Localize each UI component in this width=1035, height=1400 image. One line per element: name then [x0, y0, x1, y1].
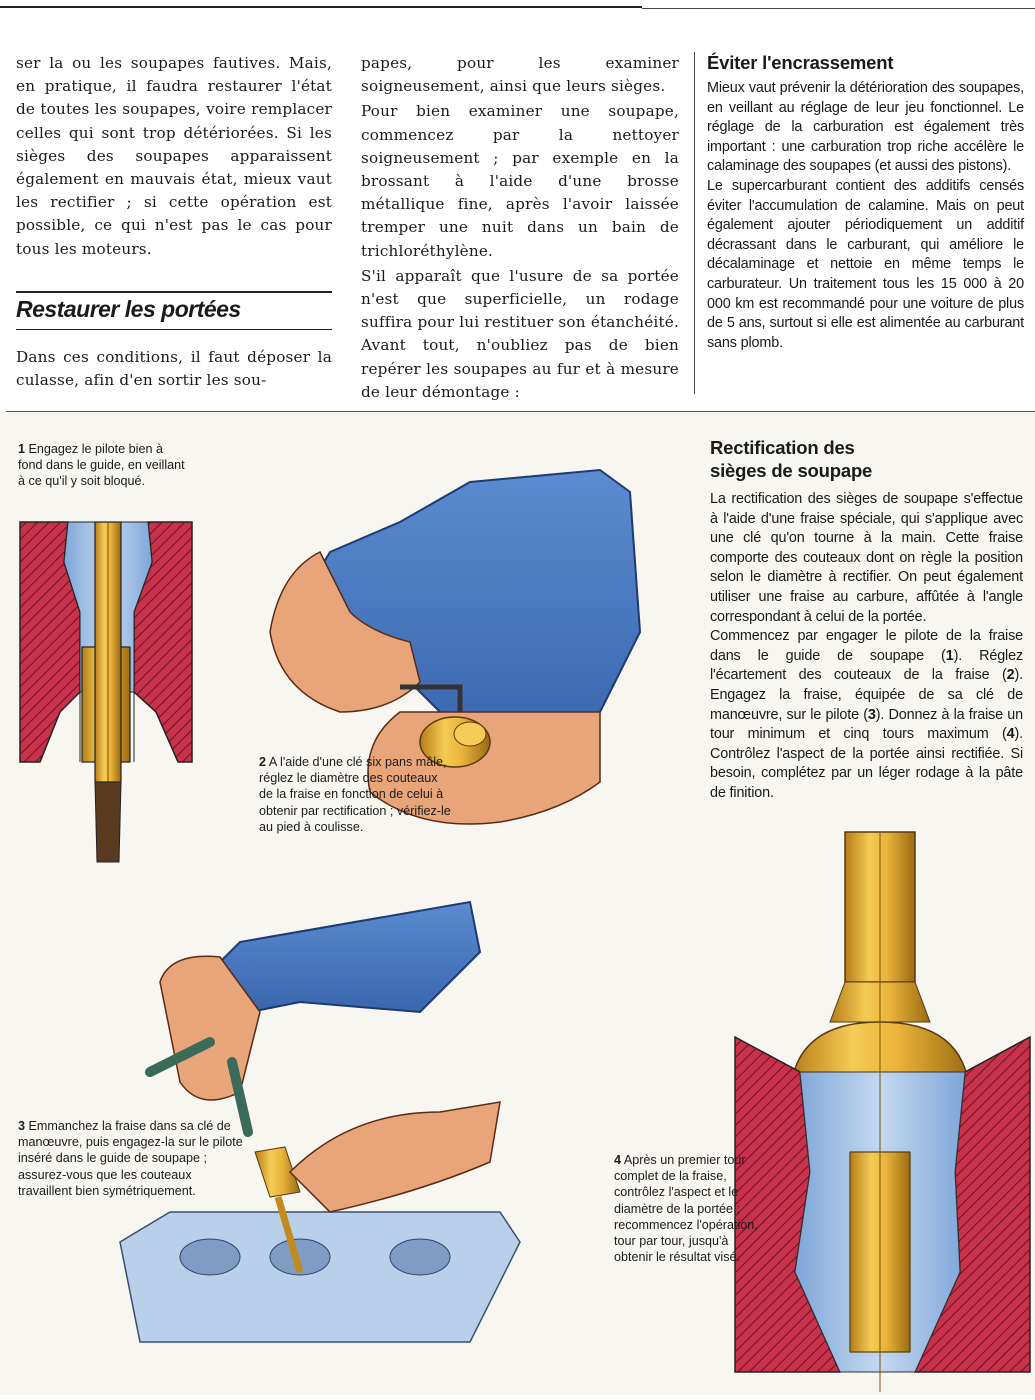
caption-3-number: 3	[18, 1119, 26, 1133]
column-2-paragraph-2: Pour bien examiner une soupape, commencez par la nettoyer soigneusement ; par exemple en la brossant à l'aide d'une brosse métallique fine, après l'avoir laissée tremper une nuit dans un bain de trichloréthylène.	[361, 102, 679, 260]
column-1-paragraph-2: Dans ces conditions, il faut déposer la culasse, afin d'en sortir les sou-	[16, 348, 332, 390]
caption-2	[259, 754, 455, 835]
rectification-paragraph-2	[710, 627, 1023, 803]
column-1-bottom	[16, 346, 332, 392]
caption-2-text: A l'aide d'une clé six pans mâle, réglez le diamètre des couteaux de la fraise en fonction de celui à obtenir par rectification ; vérifiez-le au pied à coulisse.	[259, 755, 451, 834]
rectification-p2-b: ). Réglez l'écartement des couteaux de la fraise (	[710, 647, 1023, 684]
sidebar-heading: Éviter l'encrassement	[707, 52, 894, 73]
column-1	[16, 52, 332, 261]
caption-4-number: 4	[614, 1153, 622, 1167]
rectification-heading-line-2: sièges de soupape	[710, 460, 873, 481]
figure-1-pilot-section	[20, 522, 192, 862]
sidebar-rule	[694, 52, 695, 394]
caption-4-text: Après un premier tour complet de la fraise, contrôlez l'aspect et le diamètre de la portée ; recommencez l'opération, tour par tour, jusqu'à obtenir le résultat visé.	[614, 1153, 758, 1265]
rectification-p2-a: Commencez par engager le pilote de la fraise dans le guide de soupape (	[710, 628, 1023, 664]
rectification-p2-e: ). Contrôlez l'aspect de la portée ainsi rectifiée. Si besoin, complétez par un léger rodage à la pâte de finition.	[710, 726, 1023, 801]
top-rule	[0, 6, 642, 8]
section-heading-restaurer: Restaurer les portées	[16, 296, 241, 322]
sidebar-body	[707, 79, 1024, 353]
caption-3	[18, 1118, 246, 1199]
step-ref-2: 2	[1006, 667, 1015, 684]
caption-1-text: Engagez le pilote bien à fond dans le guide, en veillant à ce qu'il y soit bloqué.	[18, 442, 185, 489]
rectification-heading-line-1: Rectification des	[710, 437, 855, 458]
caption-2-number: 2	[259, 755, 267, 769]
caption-1-number: 1	[18, 442, 26, 456]
rectification-heading	[710, 436, 872, 482]
sidebar-paragraph-2: Le supercarburant contient des additifs censés éviter l'accumulation de calamine. Mais on peut également ajouter périodiquement un additif décrassant dans le carburant, qui améliore le décalaminage et nettoie en même temps le carburateur. Un traitement tous les 15 000 à 20 000 km est recommandé pour une voiture de plus de 5 ans, surtout si elle est alimentée au carburant sans plomb.	[707, 177, 1024, 351]
figure-4-cutter-in-seat	[735, 832, 1030, 1392]
caption-4	[614, 1152, 764, 1265]
rectification-body	[710, 490, 1023, 804]
caption-1	[18, 441, 188, 490]
column-2	[361, 52, 679, 404]
top-rule-right	[642, 8, 1035, 9]
rectification-p2-c: ). Engagez la fraise, équipée de sa clé de manœuvre, sur le pilote (	[710, 667, 1023, 723]
rectification-paragraph-1: La rectification des sièges de soupape s'effectue à l'aide d'une fraise spéciale, qui s'applique avec une clé qu'on tourne à la main. Cette fraise comporte des couteaux dont on règle la position selon le diamètre à rectifier. On peut également utiliser une fraise au carbure, affûtée à l'angle correspondant à celui de la portée.	[710, 491, 1023, 625]
column-1-paragraph-1: ser la ou les soupapes fautives. Mais, en pratique, il faudra restaurer l'état de toutes les soupapes, voire remplacer celles qui sont trop détériorées. Si les sièges des soupapes apparaissent également en mauvais état, mieux vaut les rectifier ; si cette opération est possible, ce qui n'est pas le cas pour tous les moteurs.	[16, 54, 332, 258]
column-2-paragraph-3: S'il apparaît que l'usure de sa portée n'est que superficielle, un rodage suffira pour lui restituer son étanchéité. Avant tout, n'oubliez pas de bien repérer les soupapes au fur et à mesure de leur démontage :	[361, 266, 679, 401]
rectification-p2-d: ). Donnez à la fraise un tour minimum et cinq tours maximum (	[710, 706, 1024, 743]
step-ref-3: 3	[867, 706, 876, 723]
heading-rule-bottom	[16, 329, 332, 330]
step-ref-4: 4	[1006, 726, 1015, 743]
heading-rule	[16, 291, 332, 293]
illustration-panel	[0, 412, 1035, 1395]
caption-3-text: Emmanchez la fraise dans sa clé de manœuvre, puis engagez-la sur le pilote inséré dans le guide de soupape ; assurez-vous que les couteaux travaillent bien symétriquement.	[18, 1119, 243, 1198]
step-ref-1: 1	[945, 647, 954, 664]
column-2-paragraph-1: papes, pour les examiner soigneusement, ainsi que leurs sièges.	[361, 54, 679, 96]
sidebar-paragraph-1: Mieux vaut prévenir la détérioration des soupapes, en veillant au réglage de leur jeu fonctionnel. Le réglage de la carburation est également très important : une carburation trop riche accélère le calaminage des soupapes (et aussi des pistons).	[707, 80, 1024, 175]
